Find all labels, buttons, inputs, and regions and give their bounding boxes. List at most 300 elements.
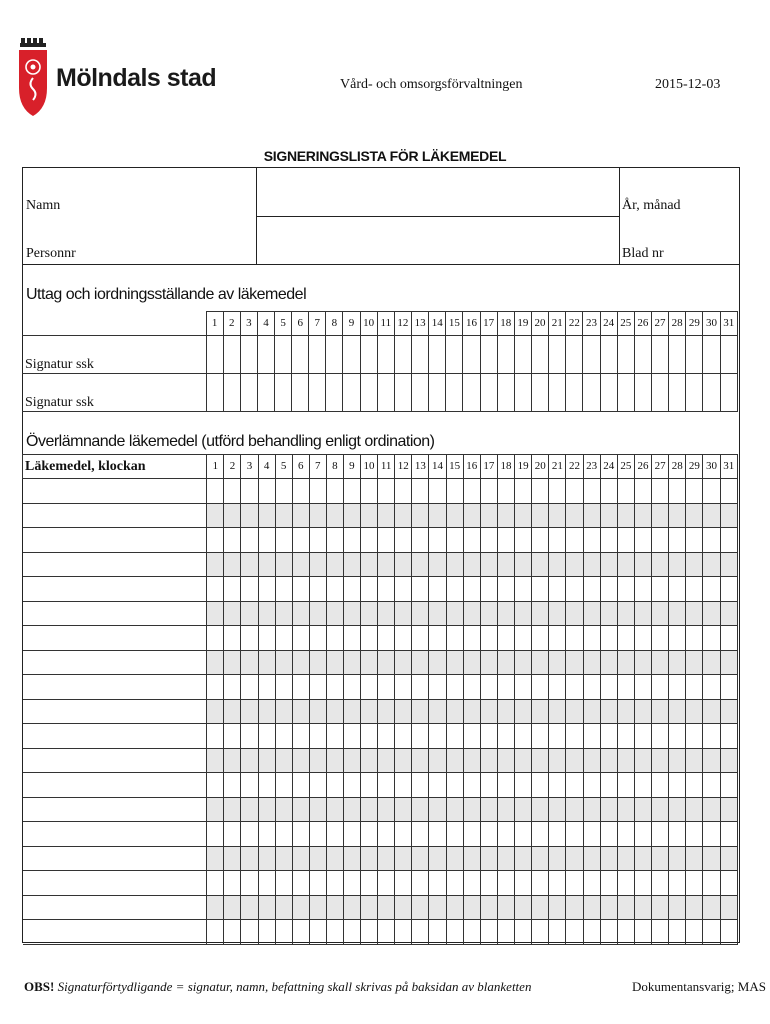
day-signature-cell[interactable] [412, 748, 429, 773]
day-signature-cell[interactable] [531, 336, 548, 374]
day-signature-cell[interactable] [549, 336, 566, 374]
day-signature-cell[interactable] [429, 699, 446, 724]
day-signature-cell[interactable] [309, 374, 326, 412]
day-signature-cell[interactable] [497, 503, 514, 528]
day-signature-cell[interactable] [703, 626, 720, 651]
day-signature-cell[interactable] [360, 650, 377, 675]
day-signature-cell[interactable] [241, 773, 258, 798]
day-signature-cell[interactable] [634, 699, 651, 724]
day-signature-cell[interactable] [258, 675, 275, 700]
day-signature-cell[interactable] [686, 773, 703, 798]
day-signature-cell[interactable] [412, 336, 429, 374]
day-signature-cell[interactable] [480, 895, 497, 920]
day-signature-cell[interactable] [532, 748, 549, 773]
day-signature-cell[interactable] [395, 552, 412, 577]
day-signature-cell[interactable] [241, 626, 258, 651]
day-signature-cell[interactable] [207, 528, 224, 553]
day-signature-cell[interactable] [343, 675, 360, 700]
day-signature-cell[interactable] [566, 895, 583, 920]
day-signature-cell[interactable] [241, 748, 258, 773]
day-signature-cell[interactable] [326, 724, 343, 749]
day-signature-cell[interactable] [669, 650, 686, 675]
day-signature-cell[interactable] [207, 552, 224, 577]
day-signature-cell[interactable] [463, 650, 480, 675]
day-signature-cell[interactable] [429, 479, 446, 504]
day-signature-cell[interactable] [634, 773, 651, 798]
day-signature-cell[interactable] [566, 822, 583, 847]
day-signature-cell[interactable] [583, 797, 600, 822]
day-signature-cell[interactable] [429, 920, 446, 945]
day-signature-cell[interactable] [360, 626, 377, 651]
day-signature-cell[interactable] [207, 626, 224, 651]
day-signature-cell[interactable] [326, 699, 343, 724]
day-signature-cell[interactable] [600, 626, 617, 651]
medication-time-field[interactable] [23, 479, 207, 504]
day-signature-cell[interactable] [395, 773, 412, 798]
day-signature-cell[interactable] [207, 479, 224, 504]
day-signature-cell[interactable] [395, 699, 412, 724]
day-signature-cell[interactable] [720, 479, 737, 504]
day-signature-cell[interactable] [566, 577, 583, 602]
day-signature-cell[interactable] [515, 748, 532, 773]
day-signature-cell[interactable] [429, 528, 446, 553]
medication-time-field[interactable] [23, 773, 207, 798]
day-signature-cell[interactable] [583, 699, 600, 724]
day-signature-cell[interactable] [566, 920, 583, 945]
day-signature-cell[interactable] [378, 601, 395, 626]
day-signature-cell[interactable] [275, 871, 292, 896]
day-signature-cell[interactable] [258, 920, 275, 945]
day-signature-cell[interactable] [669, 503, 686, 528]
day-signature-cell[interactable] [703, 675, 720, 700]
day-signature-cell[interactable] [566, 528, 583, 553]
day-signature-cell[interactable] [480, 479, 497, 504]
day-signature-cell[interactable] [600, 601, 617, 626]
day-signature-cell[interactable] [480, 699, 497, 724]
day-signature-cell[interactable] [480, 626, 497, 651]
day-signature-cell[interactable] [566, 479, 583, 504]
day-signature-cell[interactable] [412, 822, 429, 847]
day-signature-cell[interactable] [549, 920, 566, 945]
day-signature-cell[interactable] [669, 552, 686, 577]
day-signature-cell[interactable] [241, 797, 258, 822]
medication-time-field[interactable] [23, 601, 207, 626]
day-signature-cell[interactable] [326, 920, 343, 945]
day-signature-cell[interactable] [429, 626, 446, 651]
day-signature-cell[interactable] [446, 479, 463, 504]
day-signature-cell[interactable] [617, 846, 634, 871]
day-signature-cell[interactable] [395, 895, 412, 920]
day-signature-cell[interactable] [292, 797, 309, 822]
day-signature-cell[interactable] [652, 773, 669, 798]
day-signature-cell[interactable] [600, 895, 617, 920]
medication-time-field[interactable] [23, 871, 207, 896]
day-signature-cell[interactable] [240, 374, 257, 412]
day-signature-cell[interactable] [378, 552, 395, 577]
day-signature-cell[interactable] [463, 479, 480, 504]
day-signature-cell[interactable] [515, 479, 532, 504]
day-signature-cell[interactable] [463, 528, 480, 553]
day-signature-cell[interactable] [257, 374, 274, 412]
day-signature-cell[interactable] [532, 822, 549, 847]
day-signature-cell[interactable] [224, 577, 241, 602]
day-signature-cell[interactable] [720, 871, 737, 896]
day-signature-cell[interactable] [343, 650, 360, 675]
day-signature-cell[interactable] [224, 724, 241, 749]
day-signature-cell[interactable] [497, 895, 514, 920]
day-signature-cell[interactable] [566, 699, 583, 724]
day-signature-cell[interactable] [343, 577, 360, 602]
day-signature-cell[interactable] [275, 699, 292, 724]
day-signature-cell[interactable] [600, 748, 617, 773]
day-signature-cell[interactable] [292, 895, 309, 920]
day-signature-cell[interactable] [686, 675, 703, 700]
day-signature-cell[interactable] [669, 374, 686, 412]
day-signature-cell[interactable] [241, 699, 258, 724]
medication-time-field[interactable] [23, 797, 207, 822]
day-signature-cell[interactable] [395, 871, 412, 896]
day-signature-cell[interactable] [515, 724, 532, 749]
day-signature-cell[interactable] [686, 650, 703, 675]
day-signature-cell[interactable] [429, 797, 446, 822]
day-signature-cell[interactable] [720, 650, 737, 675]
day-signature-cell[interactable] [378, 871, 395, 896]
day-signature-cell[interactable] [703, 822, 720, 847]
day-signature-cell[interactable] [549, 374, 566, 412]
day-signature-cell[interactable] [309, 675, 326, 700]
day-signature-cell[interactable] [634, 724, 651, 749]
day-signature-cell[interactable] [429, 577, 446, 602]
day-signature-cell[interactable] [617, 920, 634, 945]
day-signature-cell[interactable] [360, 773, 377, 798]
day-signature-cell[interactable] [480, 650, 497, 675]
day-signature-cell[interactable] [600, 920, 617, 945]
day-signature-cell[interactable] [241, 503, 258, 528]
day-signature-cell[interactable] [343, 822, 360, 847]
day-signature-cell[interactable] [515, 822, 532, 847]
day-signature-cell[interactable] [275, 920, 292, 945]
day-signature-cell[interactable] [720, 748, 737, 773]
day-signature-cell[interactable] [515, 552, 532, 577]
day-signature-cell[interactable] [258, 479, 275, 504]
day-signature-cell[interactable] [463, 503, 480, 528]
day-signature-cell[interactable] [566, 797, 583, 822]
day-signature-cell[interactable] [634, 503, 651, 528]
signature-row-label[interactable]: Signatur ssk [22, 336, 206, 374]
day-signature-cell[interactable] [326, 650, 343, 675]
day-signature-cell[interactable] [275, 479, 292, 504]
day-signature-cell[interactable] [515, 626, 532, 651]
day-signature-cell[interactable] [515, 797, 532, 822]
day-signature-cell[interactable] [429, 871, 446, 896]
day-signature-cell[interactable] [224, 675, 241, 700]
day-signature-cell[interactable] [634, 846, 651, 871]
day-signature-cell[interactable] [224, 822, 241, 847]
medication-time-field[interactable] [23, 920, 207, 945]
day-signature-cell[interactable] [497, 773, 514, 798]
day-signature-cell[interactable] [669, 699, 686, 724]
day-signature-cell[interactable] [429, 822, 446, 847]
day-signature-cell[interactable] [515, 871, 532, 896]
day-signature-cell[interactable] [224, 601, 241, 626]
day-signature-cell[interactable] [669, 601, 686, 626]
day-signature-cell[interactable] [652, 528, 669, 553]
day-signature-cell[interactable] [566, 552, 583, 577]
day-signature-cell[interactable] [223, 336, 240, 374]
day-signature-cell[interactable] [207, 871, 224, 896]
day-signature-cell[interactable] [258, 552, 275, 577]
day-signature-cell[interactable] [275, 626, 292, 651]
day-signature-cell[interactable] [360, 699, 377, 724]
day-signature-cell[interactable] [583, 336, 600, 374]
day-signature-cell[interactable] [360, 528, 377, 553]
day-signature-cell[interactable] [429, 374, 446, 412]
day-signature-cell[interactable] [686, 822, 703, 847]
day-signature-cell[interactable] [652, 650, 669, 675]
day-signature-cell[interactable] [497, 699, 514, 724]
day-signature-cell[interactable] [326, 748, 343, 773]
day-signature-cell[interactable] [378, 846, 395, 871]
day-signature-cell[interactable] [258, 699, 275, 724]
day-signature-cell[interactable] [583, 871, 600, 896]
day-signature-cell[interactable] [275, 724, 292, 749]
day-signature-cell[interactable] [360, 920, 377, 945]
day-signature-cell[interactable] [241, 724, 258, 749]
day-signature-cell[interactable] [343, 871, 360, 896]
day-signature-cell[interactable] [549, 895, 566, 920]
day-signature-cell[interactable] [343, 724, 360, 749]
day-signature-cell[interactable] [343, 699, 360, 724]
day-signature-cell[interactable] [412, 797, 429, 822]
day-signature-cell[interactable] [703, 748, 720, 773]
day-signature-cell[interactable] [377, 336, 394, 374]
day-signature-cell[interactable] [720, 528, 737, 553]
day-signature-cell[interactable] [378, 528, 395, 553]
day-signature-cell[interactable] [412, 601, 429, 626]
day-signature-cell[interactable] [515, 528, 532, 553]
day-signature-cell[interactable] [515, 699, 532, 724]
day-signature-cell[interactable] [652, 920, 669, 945]
day-signature-cell[interactable] [258, 797, 275, 822]
day-signature-cell[interactable] [583, 577, 600, 602]
day-signature-cell[interactable] [309, 748, 326, 773]
day-signature-cell[interactable] [600, 846, 617, 871]
day-signature-cell[interactable] [258, 748, 275, 773]
day-signature-cell[interactable] [207, 650, 224, 675]
day-signature-cell[interactable] [446, 552, 463, 577]
day-signature-cell[interactable] [617, 748, 634, 773]
day-signature-cell[interactable] [326, 871, 343, 896]
day-signature-cell[interactable] [360, 797, 377, 822]
day-signature-cell[interactable] [395, 748, 412, 773]
day-signature-cell[interactable] [566, 650, 583, 675]
day-signature-cell[interactable] [446, 601, 463, 626]
day-signature-cell[interactable] [241, 601, 258, 626]
day-signature-cell[interactable] [207, 699, 224, 724]
day-signature-cell[interactable] [394, 336, 411, 374]
day-signature-cell[interactable] [634, 871, 651, 896]
day-signature-cell[interactable] [241, 577, 258, 602]
day-signature-cell[interactable] [258, 601, 275, 626]
day-signature-cell[interactable] [360, 503, 377, 528]
day-signature-cell[interactable] [634, 577, 651, 602]
day-signature-cell[interactable] [360, 552, 377, 577]
day-signature-cell[interactable] [207, 724, 224, 749]
day-signature-cell[interactable] [207, 675, 224, 700]
day-signature-cell[interactable] [617, 650, 634, 675]
day-signature-cell[interactable] [224, 895, 241, 920]
day-signature-cell[interactable] [480, 871, 497, 896]
day-signature-cell[interactable] [617, 773, 634, 798]
day-signature-cell[interactable] [463, 577, 480, 602]
day-signature-cell[interactable] [446, 503, 463, 528]
day-signature-cell[interactable] [497, 675, 514, 700]
day-signature-cell[interactable] [275, 503, 292, 528]
day-signature-cell[interactable] [497, 626, 514, 651]
day-signature-cell[interactable] [617, 724, 634, 749]
day-signature-cell[interactable] [378, 577, 395, 602]
day-signature-cell[interactable] [446, 699, 463, 724]
day-signature-cell[interactable] [429, 336, 446, 374]
day-signature-cell[interactable] [429, 552, 446, 577]
day-signature-cell[interactable] [600, 650, 617, 675]
day-signature-cell[interactable] [652, 675, 669, 700]
day-signature-cell[interactable] [634, 822, 651, 847]
day-signature-cell[interactable] [360, 895, 377, 920]
day-signature-cell[interactable] [686, 797, 703, 822]
day-signature-cell[interactable] [275, 748, 292, 773]
day-signature-cell[interactable] [617, 895, 634, 920]
day-signature-cell[interactable] [326, 846, 343, 871]
day-signature-cell[interactable] [583, 650, 600, 675]
day-signature-cell[interactable] [514, 336, 531, 374]
day-signature-cell[interactable] [634, 479, 651, 504]
day-signature-cell[interactable] [600, 503, 617, 528]
day-signature-cell[interactable] [652, 724, 669, 749]
day-signature-cell[interactable] [429, 650, 446, 675]
day-signature-cell[interactable] [532, 626, 549, 651]
day-signature-cell[interactable] [292, 773, 309, 798]
day-signature-cell[interactable] [480, 846, 497, 871]
day-signature-cell[interactable] [703, 374, 720, 412]
day-signature-cell[interactable] [669, 724, 686, 749]
day-signature-cell[interactable] [669, 336, 686, 374]
day-signature-cell[interactable] [532, 528, 549, 553]
day-signature-cell[interactable] [686, 724, 703, 749]
day-signature-cell[interactable] [703, 503, 720, 528]
day-signature-cell[interactable] [258, 895, 275, 920]
day-signature-cell[interactable] [720, 822, 737, 847]
day-signature-cell[interactable] [617, 503, 634, 528]
day-signature-cell[interactable] [583, 895, 600, 920]
day-signature-cell[interactable] [463, 626, 480, 651]
day-signature-cell[interactable] [566, 626, 583, 651]
day-signature-cell[interactable] [275, 336, 292, 374]
day-signature-cell[interactable] [566, 374, 583, 412]
day-signature-cell[interactable] [497, 528, 514, 553]
day-signature-cell[interactable] [634, 528, 651, 553]
day-signature-cell[interactable] [703, 846, 720, 871]
day-signature-cell[interactable] [669, 479, 686, 504]
day-signature-cell[interactable] [566, 724, 583, 749]
day-signature-cell[interactable] [224, 797, 241, 822]
day-signature-cell[interactable] [515, 601, 532, 626]
day-signature-cell[interactable] [446, 374, 463, 412]
day-signature-cell[interactable] [446, 650, 463, 675]
medication-time-field[interactable] [23, 724, 207, 749]
day-signature-cell[interactable] [207, 601, 224, 626]
day-signature-cell[interactable] [703, 871, 720, 896]
day-signature-cell[interactable] [515, 577, 532, 602]
day-signature-cell[interactable] [480, 336, 497, 374]
day-signature-cell[interactable] [463, 601, 480, 626]
day-signature-cell[interactable] [378, 895, 395, 920]
day-signature-cell[interactable] [446, 724, 463, 749]
day-signature-cell[interactable] [224, 748, 241, 773]
day-signature-cell[interactable] [258, 871, 275, 896]
day-signature-cell[interactable] [669, 577, 686, 602]
day-signature-cell[interactable] [652, 503, 669, 528]
day-signature-cell[interactable] [703, 650, 720, 675]
day-signature-cell[interactable] [207, 797, 224, 822]
day-signature-cell[interactable] [378, 479, 395, 504]
day-signature-cell[interactable] [343, 895, 360, 920]
day-signature-cell[interactable] [703, 920, 720, 945]
day-signature-cell[interactable] [617, 797, 634, 822]
day-signature-cell[interactable] [634, 626, 651, 651]
day-signature-cell[interactable] [532, 773, 549, 798]
day-signature-cell[interactable] [532, 650, 549, 675]
day-signature-cell[interactable] [378, 920, 395, 945]
day-signature-cell[interactable] [497, 846, 514, 871]
day-signature-cell[interactable] [600, 797, 617, 822]
day-signature-cell[interactable] [532, 675, 549, 700]
day-signature-cell[interactable] [395, 920, 412, 945]
day-signature-cell[interactable] [480, 724, 497, 749]
day-signature-cell[interactable] [292, 336, 309, 374]
medication-time-field[interactable] [23, 626, 207, 651]
day-signature-cell[interactable] [412, 895, 429, 920]
day-signature-cell[interactable] [241, 846, 258, 871]
day-signature-cell[interactable] [720, 577, 737, 602]
day-signature-cell[interactable] [686, 374, 703, 412]
day-signature-cell[interactable] [669, 675, 686, 700]
day-signature-cell[interactable] [497, 601, 514, 626]
day-signature-cell[interactable] [343, 336, 360, 374]
day-signature-cell[interactable] [703, 699, 720, 724]
day-signature-cell[interactable] [617, 528, 634, 553]
day-signature-cell[interactable] [703, 773, 720, 798]
day-signature-cell[interactable] [275, 577, 292, 602]
day-signature-cell[interactable] [686, 748, 703, 773]
medication-time-field[interactable] [23, 528, 207, 553]
day-signature-cell[interactable] [480, 503, 497, 528]
day-signature-cell[interactable] [258, 822, 275, 847]
day-signature-cell[interactable] [378, 699, 395, 724]
day-signature-cell[interactable] [326, 822, 343, 847]
day-signature-cell[interactable] [378, 797, 395, 822]
day-signature-cell[interactable] [703, 552, 720, 577]
day-signature-cell[interactable] [378, 626, 395, 651]
day-signature-cell[interactable] [343, 503, 360, 528]
day-signature-cell[interactable] [583, 552, 600, 577]
day-signature-cell[interactable] [515, 895, 532, 920]
day-signature-cell[interactable] [549, 797, 566, 822]
day-signature-cell[interactable] [480, 552, 497, 577]
day-signature-cell[interactable] [583, 503, 600, 528]
day-signature-cell[interactable] [566, 601, 583, 626]
day-signature-cell[interactable] [549, 748, 566, 773]
